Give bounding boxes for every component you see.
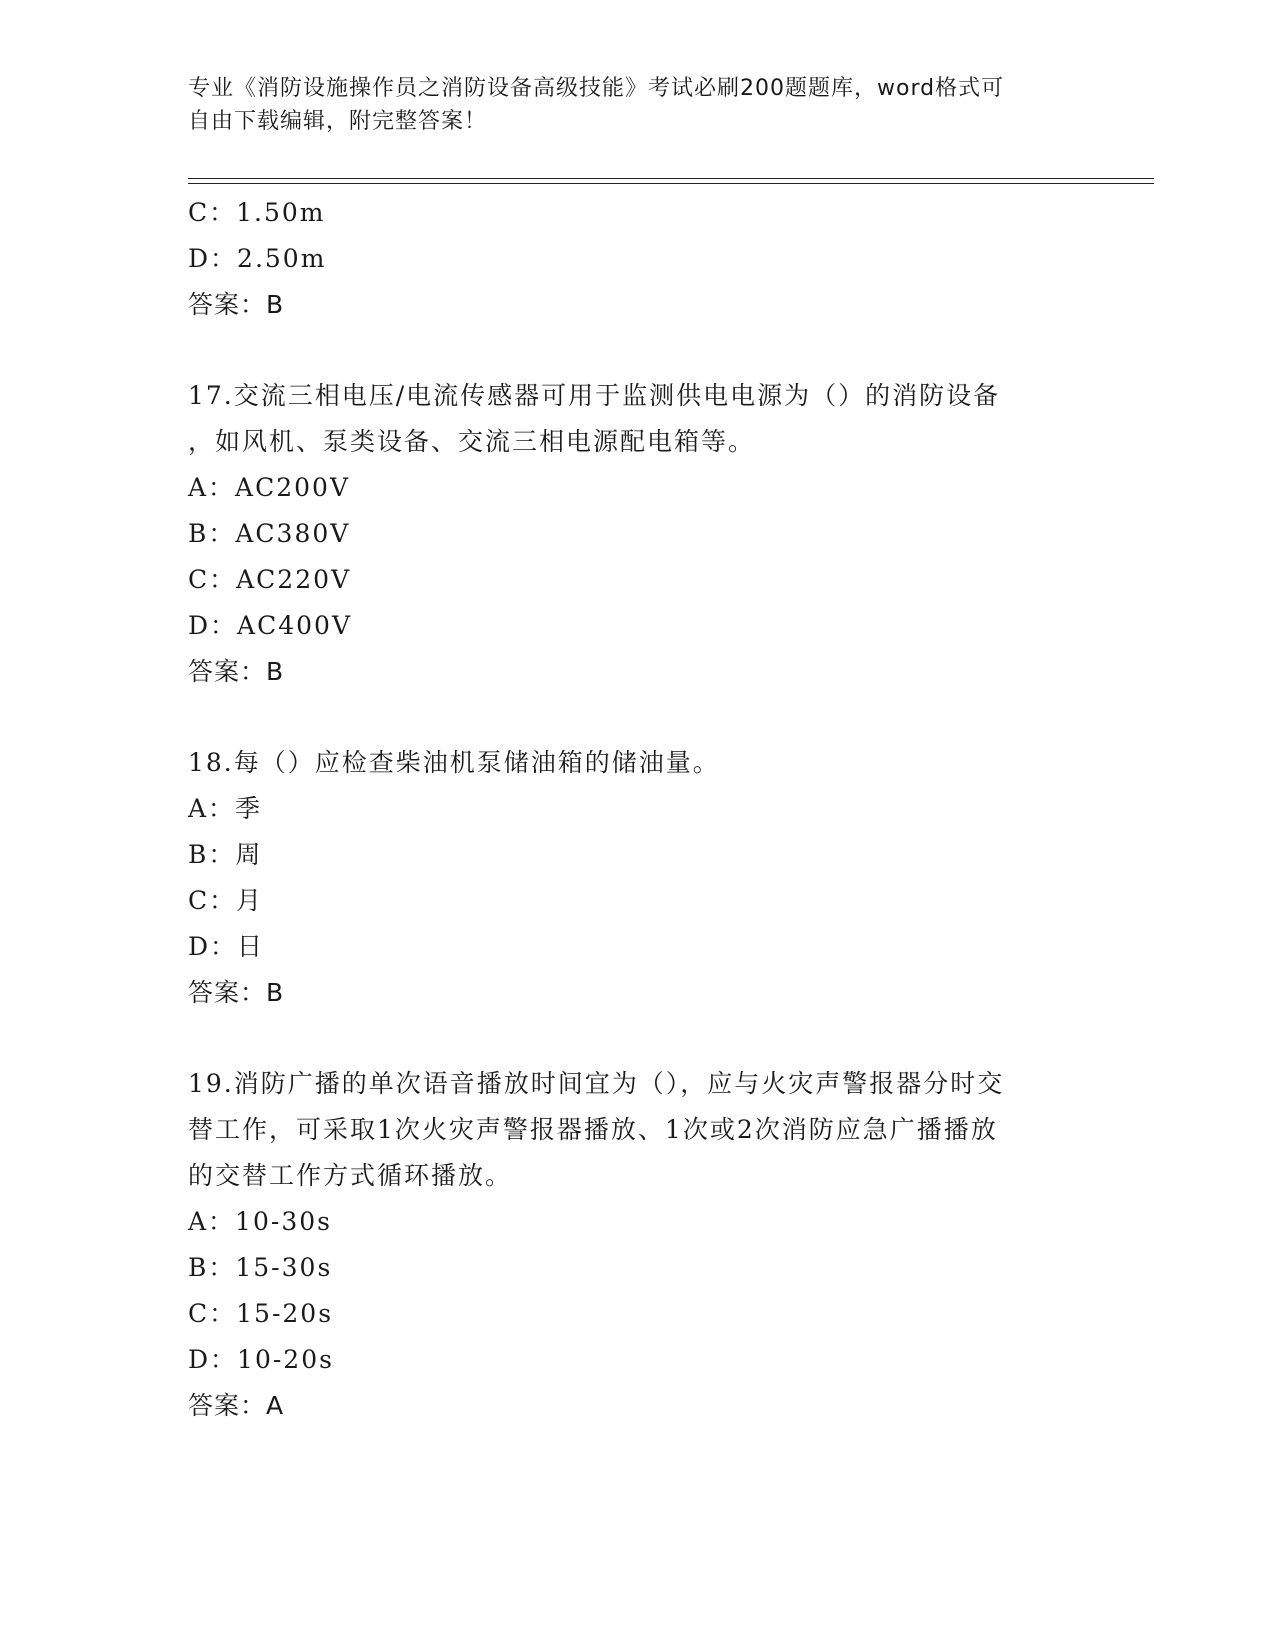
option-d: D：AC400V bbox=[188, 611, 352, 640]
spacer bbox=[188, 328, 1088, 373]
question-18 bbox=[188, 740, 1088, 1016]
question-list bbox=[188, 190, 1088, 1429]
option-a: A：AC200V bbox=[188, 473, 351, 502]
option-d: D：10-20s bbox=[188, 1345, 334, 1374]
option-c: C：15-20s bbox=[188, 1299, 334, 1328]
question-stem-line-2: 替工作，可采取1次火灾声警报器播放、1次或2次消防应急广播播放 bbox=[188, 1115, 998, 1144]
question-stem-line-1: 17.交流三相电压/电流传感器可用于监测供电电源为（）的消防设备 bbox=[188, 381, 1001, 410]
option-c: C：1.50m bbox=[188, 198, 326, 227]
option-a: A：季 bbox=[188, 794, 263, 823]
answer: 答案：B bbox=[188, 290, 285, 319]
question-stem-line-1: 18.每（）应检查柴油机泵储油箱的储油量。 bbox=[188, 748, 720, 777]
option-b: B：15-30s bbox=[188, 1253, 333, 1282]
option-d: D：2.50m bbox=[188, 244, 327, 273]
question-17 bbox=[188, 373, 1088, 695]
spacer bbox=[188, 695, 1088, 740]
question-stem-line-3: 的交替工作方式循环播放。 bbox=[188, 1161, 513, 1190]
header-divider-bottom bbox=[188, 183, 1154, 184]
option-b: B：周 bbox=[188, 840, 263, 869]
spacer bbox=[188, 1016, 1088, 1061]
header-line-1: 专业《消防设施操作员之消防设备高级技能》考试必刷200题题库，word格式可 bbox=[188, 76, 1005, 101]
option-c: C：月 bbox=[188, 886, 264, 915]
answer: 答案：B bbox=[188, 978, 285, 1007]
question-stem-line-2: ，如风机、泵类设备、交流三相电源配电箱等。 bbox=[188, 427, 756, 456]
question-16 bbox=[188, 190, 1088, 328]
document-header bbox=[188, 72, 1088, 138]
option-c: C：AC220V bbox=[188, 565, 352, 594]
question-stem-line-1: 19.消防广播的单次语音播放时间宜为（），应与火灾声警报器分时交 bbox=[188, 1069, 1005, 1098]
option-a: A：10-30s bbox=[188, 1207, 332, 1236]
header-divider-top bbox=[188, 178, 1154, 179]
answer: 答案：A bbox=[188, 1391, 285, 1420]
option-b: B：AC380V bbox=[188, 519, 351, 548]
answer: 答案：B bbox=[188, 657, 285, 686]
header-line-2: 自由下载编辑，附完整答案！ bbox=[188, 109, 488, 134]
question-19 bbox=[188, 1061, 1088, 1429]
option-d: D：日 bbox=[188, 932, 265, 961]
